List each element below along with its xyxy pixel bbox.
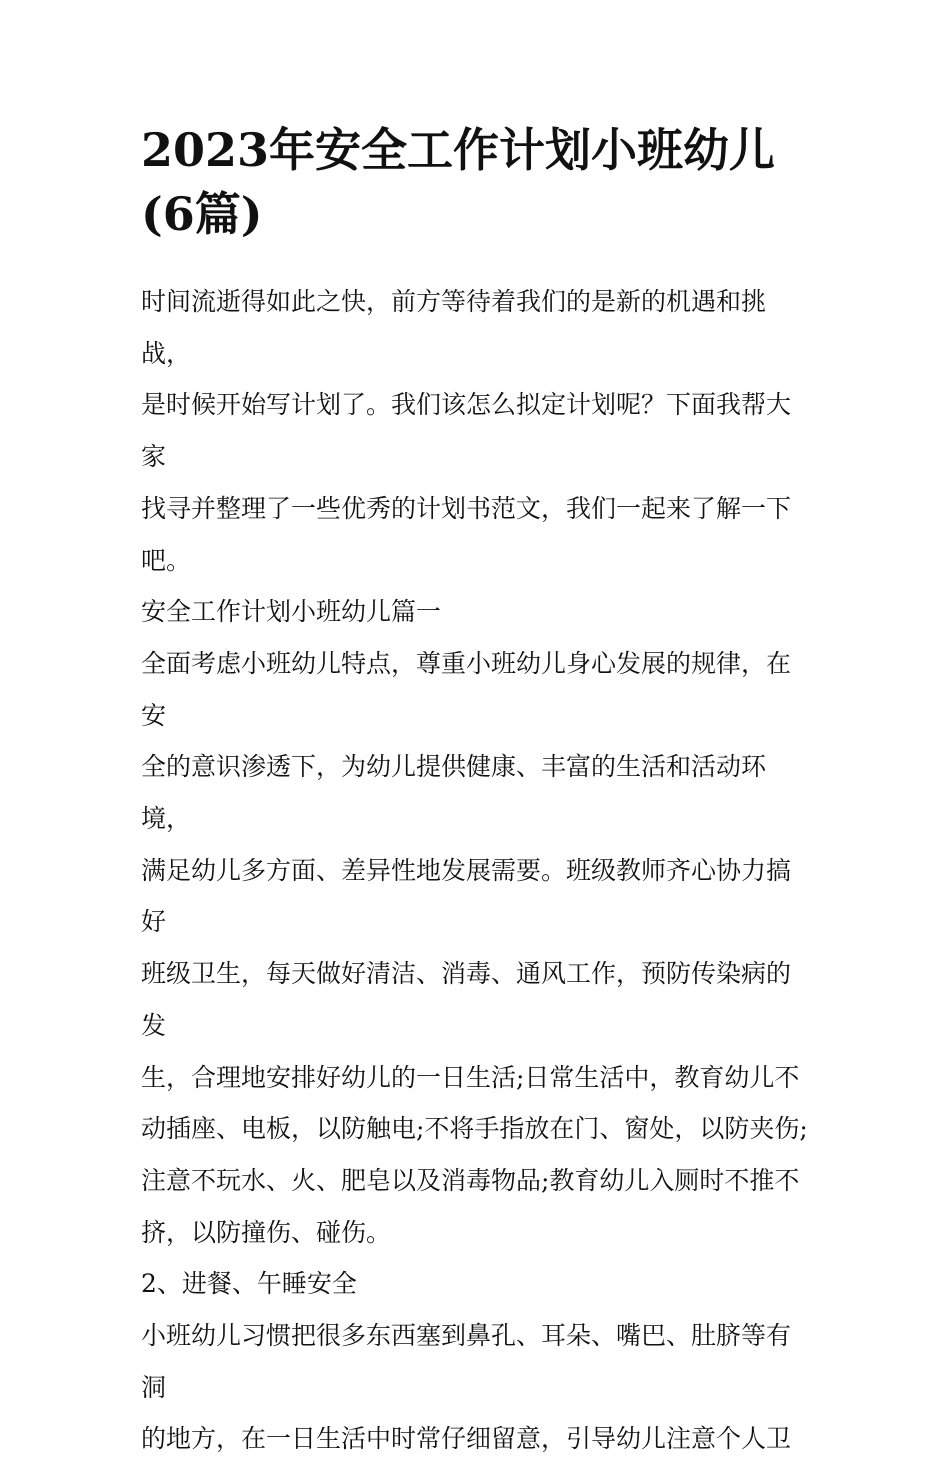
document-title [141,118,813,246]
title-line-1: 2023年安全工作计划小班幼儿 [141,123,776,177]
document-page [141,118,813,1465]
subsection-heading: 2、进餐、午睡安全 [141,1269,357,1299]
title-line-2: (6篇) [141,187,263,241]
section-heading: 安全工作计划小班幼儿篇一 [141,597,442,627]
document-body [141,276,813,1465]
body-paragraph: 小班幼儿习惯把很多东西塞到鼻孔、耳朵、嘴巴、肚脐等有洞 的地方，在一日生活中时常仔细留意，引导幼儿注意个人卫 [141,1321,792,1454]
body-paragraph: 全面考虑小班幼儿特点，尊重小班幼儿身心发展的规律，在安 全的意识渗透下，为幼儿提供健康、丰富的生活和活动环境， 满足幼儿多方面、差异性地发展需要。班级教师齐心协力搞好 班级卫生，每天做好清洁、消毒、通风工作，预防传染病的发 生，合理地安排好幼儿的一日生活;日常生活中，教育幼儿不 动插座、电板，以防触电;不将手指放在门、窗处，以防夹伤; 注意不玩水、火、肥皂以及消毒物品;教育幼儿入厕时不推不 挤，以防撞伤、碰伤。 [141,648,808,1247]
intro-paragraph: 时间流逝得如此之快，前方等待着我们的是新的机遇和挑战， 是时候开始写计划了。我们该怎么拟定计划呢？下面我帮大家 找寻并整理了一些优秀的计划书范文，我们一起来了解一下 吧。 [141,287,792,575]
